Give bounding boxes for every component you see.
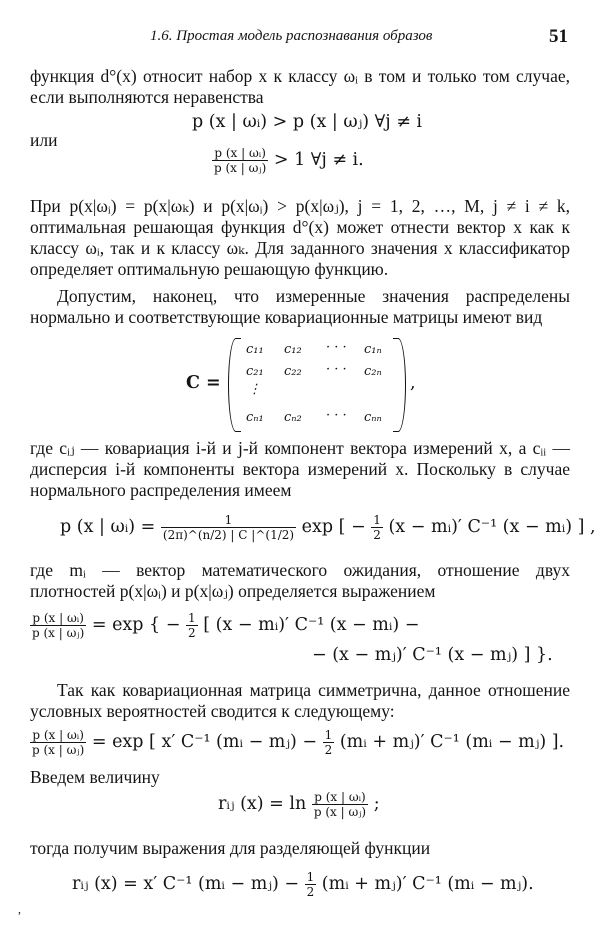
fraction-numerator: 1 — [161, 513, 296, 528]
matrix-cell: c₂ₙ — [364, 364, 382, 379]
fraction-denominator: p (x | ωⱼ) — [214, 161, 267, 175]
discriminant-lhs: rᵢⱼ (x) = x′ C⁻¹ (mᵢ − mⱼ) − — [72, 874, 299, 894]
discriminant-function-formula — [72, 870, 534, 899]
fraction-numerator: 1 — [373, 513, 381, 527]
ratio-fraction — [212, 146, 268, 175]
semicolon: ; — [373, 794, 380, 814]
matrix-cell: cₙ₁ — [246, 410, 264, 425]
half-fraction — [186, 611, 198, 640]
inequality-rest: > 1 ∀j ≠ i. — [273, 150, 364, 170]
fraction-denominator: 2 — [373, 528, 381, 542]
right-paren — [393, 338, 406, 432]
density-lhs: p (x | ωᵢ) = — [60, 517, 156, 537]
covariance-matrix — [228, 338, 406, 430]
half-fraction — [371, 513, 383, 542]
paragraph-4: где cᵢⱼ — ковариация i-й и j-й компонент вектора измерений x, а cᵢᵢ — дисперсия i-й компоненты вектора измерений x. Поскольку в случае нормального распределения имеем — [30, 438, 570, 500]
fraction-numerator: 1 — [306, 870, 315, 884]
paragraph-8: тогда получим выражения для разделяющей функции — [30, 838, 431, 858]
matrix-cell: cₙ₂ — [284, 410, 302, 425]
stray-mark: , — [18, 902, 21, 916]
log-ratio-definition — [218, 790, 380, 819]
matrix-cell: · · · — [326, 408, 347, 423]
fraction-denominator: 2 — [324, 743, 333, 757]
matrix-cell: cₙₙ — [364, 410, 382, 425]
matrix-lhs: C = — [186, 373, 221, 393]
matrix-cell: c₂₂ — [284, 364, 302, 379]
page-number: 51 — [549, 26, 568, 47]
matrix-cell: c₁₁ — [246, 342, 264, 357]
fraction-numerator: 1 — [188, 611, 196, 625]
running-header — [30, 28, 568, 52]
fraction-numerator: 1 — [324, 728, 333, 742]
exp-open: = exp { − — [91, 615, 181, 635]
exp-linear-part: = exp [ x′ C⁻¹ (mᵢ − mⱼ) − — [91, 732, 318, 752]
fraction-denominator: 2 — [306, 885, 315, 899]
matrix-cell: c₂₁ — [246, 364, 264, 379]
ratio-formula-line2: − (x − mⱼ)′ C⁻¹ (x − mⱼ) ] }. — [312, 645, 553, 665]
fraction-denominator: p (x | ωⱼ) — [32, 626, 85, 640]
paragraph-5: где mᵢ — вектор математического ожидания, отношение двух плотностей p(x|ωᵢ) и p(x|ωⱼ) определяется выражением — [30, 560, 570, 601]
matrix-cell: c₁ₙ — [364, 342, 382, 357]
ratio-fraction — [312, 790, 368, 819]
log-ratio-lhs: rᵢⱼ (x) = ln — [218, 794, 307, 814]
exp-constant-part: (mᵢ + mⱼ)′ C⁻¹ (mᵢ − mⱼ) ]. — [339, 732, 565, 752]
ratio-fraction — [30, 728, 86, 757]
ratio-fraction — [30, 611, 86, 640]
left-paren — [228, 338, 241, 432]
fraction-numerator: p (x | ωᵢ) — [212, 146, 268, 161]
normal-density-formula — [60, 513, 596, 542]
half-fraction — [305, 870, 317, 899]
section-title: 1.6. Простая модель распознавания образов — [150, 28, 433, 44]
paragraph-2: При p(x|ωᵢ) = p(x|ωₖ) и p(x|ωᵢ) > p(x|ωⱼ), j = 1, 2, …, M, j ≠ i ≠ k, оптимальная решающая функция d°(x) может отнести вектор x как к классу ωᵢ, так и к классу ωₖ. Для заданного значения x классификатор определяет оптимальную решающую функцию. — [30, 196, 570, 279]
normalizer-fraction — [161, 513, 296, 542]
paragraph-7: Введем величину — [30, 767, 160, 787]
ratio-formula-line1 — [30, 611, 419, 640]
half-fraction — [323, 728, 335, 757]
inequality-2 — [212, 146, 364, 175]
matrix-cell: · · · — [326, 362, 347, 377]
fraction-denominator: 2 — [188, 626, 196, 640]
or-word: или — [30, 130, 58, 150]
inequality-1: p (x | ωᵢ) > p (x | ωⱼ) ∀j ≠ i — [192, 112, 423, 132]
exp-open: exp [ − — [301, 517, 366, 537]
matrix-comma: , — [410, 373, 416, 393]
fraction-numerator: p (x | ωᵢ) — [312, 790, 368, 805]
matrix-cell: c₁₂ — [284, 342, 302, 357]
fraction-denominator: p (x | ωⱼ) — [32, 743, 85, 757]
discriminant-rest: (mᵢ + mⱼ)′ C⁻¹ (mᵢ − mⱼ). — [321, 874, 534, 894]
paragraph-3: Допустим, наконец, что измеренные значения распределены нормально и соответствующие ковариационные матрицы имеют вид — [30, 286, 570, 327]
paragraph-1: функция d°(x) относит набор x к классу ωᵢ в том и только том случае, если выполняются неравенства — [30, 66, 570, 107]
matrix-cell: · · · — [326, 340, 347, 355]
quadratic-form: (x − mᵢ)′ C⁻¹ (x − mᵢ) ] , — [388, 517, 596, 537]
fraction-denominator: p (x | ωⱼ) — [313, 805, 367, 819]
simplified-ratio-formula — [30, 728, 564, 757]
quadratic-form-i: [ (x − mᵢ)′ C⁻¹ (x − mᵢ) − — [203, 615, 420, 635]
fraction-numerator: p (x | ωᵢ) — [30, 728, 86, 743]
fraction-denominator: (2π)^(n/2) | C |^(1/2) — [162, 528, 295, 542]
fraction-numerator: p (x | ωᵢ) — [30, 611, 86, 626]
paragraph-6: Так как ковариационная матрица симметрична, данное отношение условных вероятностей сводится к следующему: — [30, 680, 570, 721]
matrix-vdots: ⋮ — [248, 382, 261, 397]
